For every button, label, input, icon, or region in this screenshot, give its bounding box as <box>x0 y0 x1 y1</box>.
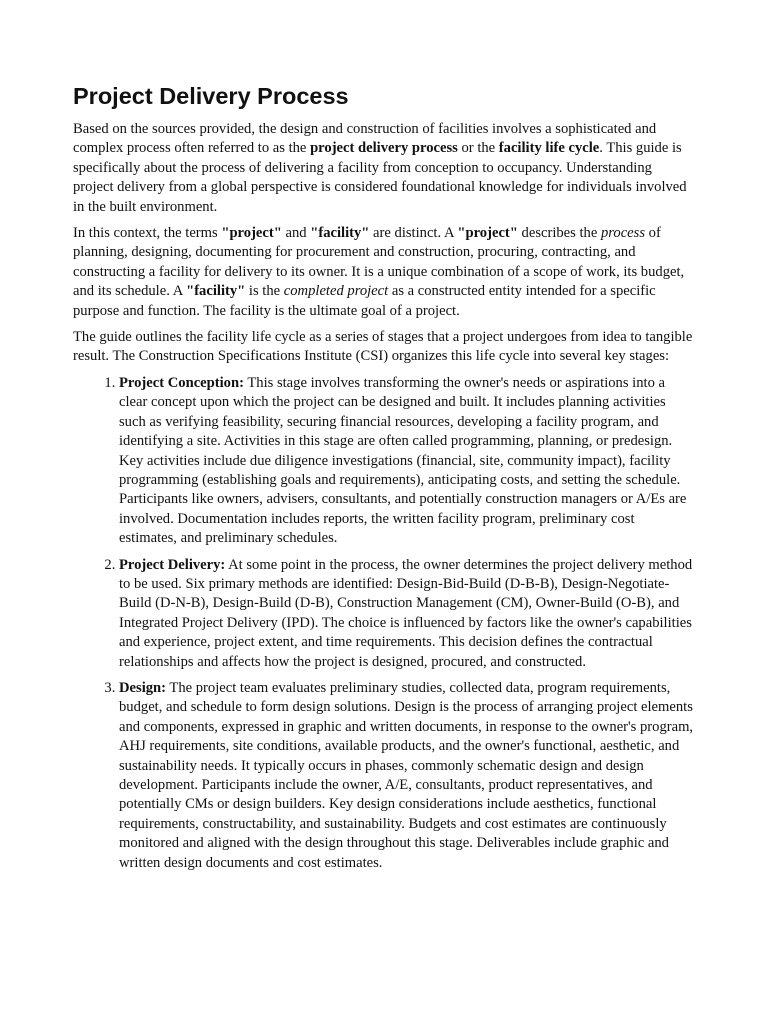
term-project-delivery-process: project delivery process <box>310 140 458 157</box>
stage-label: Project Conception: <box>119 374 244 391</box>
stage-text: This stage involves transforming the owner's needs or aspirations into a clear concept upon which the project can be designed and built. It includes planning activities such as verifying feasibility, securing financial resources, developing a facility program, and identifying a site. Activities in this stage are often called programming, planning, or predesign. Key activities include due diligence investigations (financial, site, community impact), facility programming (establishing goals and requirements), anticipating costs, and setting the schedule. Participants like owners, advisers, consultants, and potentially construction managers or A/Es are involved. Documentation includes reports, the written facility program, preliminary cost estimates, and preliminary schedules. <box>119 374 687 547</box>
term-facility-life-cycle: facility life cycle <box>498 140 600 157</box>
page-title: Project Delivery Process <box>73 83 349 109</box>
stage-text: The project team evaluates preliminary studies, collected data, program requirements, budget, and schedule to form design solutions. Design is the process of arranging project elements and components, expressed in graphic and written documents, in response to the owner's program, AHJ requirements, site conditions, available products, and the owner's functional, aesthetic, and sustainability needs. It typically occurs in phases, commonly schematic design and design development. Participants include the owner, A/E, consultants, product representatives, and potentially CMs or design builders. Key design considerations include aesthetics, functional requirements, constructability, and sustainability. Budgets and cost estimates are continuously monitored and aligned with the design throughout this stage. Deliverables include graphic and written design documents and cost estimates. <box>119 679 694 871</box>
stage-label: Design: <box>119 679 167 696</box>
stage-text: At some point in the process, the owner determines the project delivery method to be used. Six primary methods are identified: Design-Bid-Build (D-B-B), Design-Negotiate-Build (D-N-B), Design-Build (D-B), Construction Management (CM), Owner-Build (O-B), and Integrated Project Delivery (IPD). The choice is influenced by factors like the owner's capabilities and experience, project extent, and time requirements. This decision defines the contractual relationships and affects how the project is designed, procured, and constructed. <box>119 556 693 670</box>
stage-label: Project Delivery: <box>119 556 226 573</box>
list-item <box>119 556 696 672</box>
list-item <box>119 679 696 873</box>
terms-paragraph: In this context, the terms "project" and "facility" are distinct. A "project" describes the process of planning, designing, documenting for procurement and construction, procuring, contracting, and constructing a facility for delivery to its owner. It is a unique combination of a scope of work, its budget, and its schedule. A "facility" is the completed project as a constructed entity intended for a specific purpose and function. The facility is the ultimate goal of a project. <box>73 225 685 319</box>
guide-paragraph: The guide outlines the facility life cycle as a series of stages that a project undergoes from idea to tangible result. The Construction Specifications Institute (CSI) organizes this life cycle into several key stages: <box>73 329 693 365</box>
list-item <box>119 374 696 549</box>
stage-list <box>73 374 696 873</box>
intro-paragraph: Based on the sources provided, the design and construction of facilities involves a sophisticated and complex process often referred to as the project delivery process or the facility life cycle. This guide is specifically about the process of delivering a facility from conception to occupancy. Understanding project delivery from a global perspective is considered foundational knowledge for individuals involved in the built environment. <box>73 121 687 215</box>
